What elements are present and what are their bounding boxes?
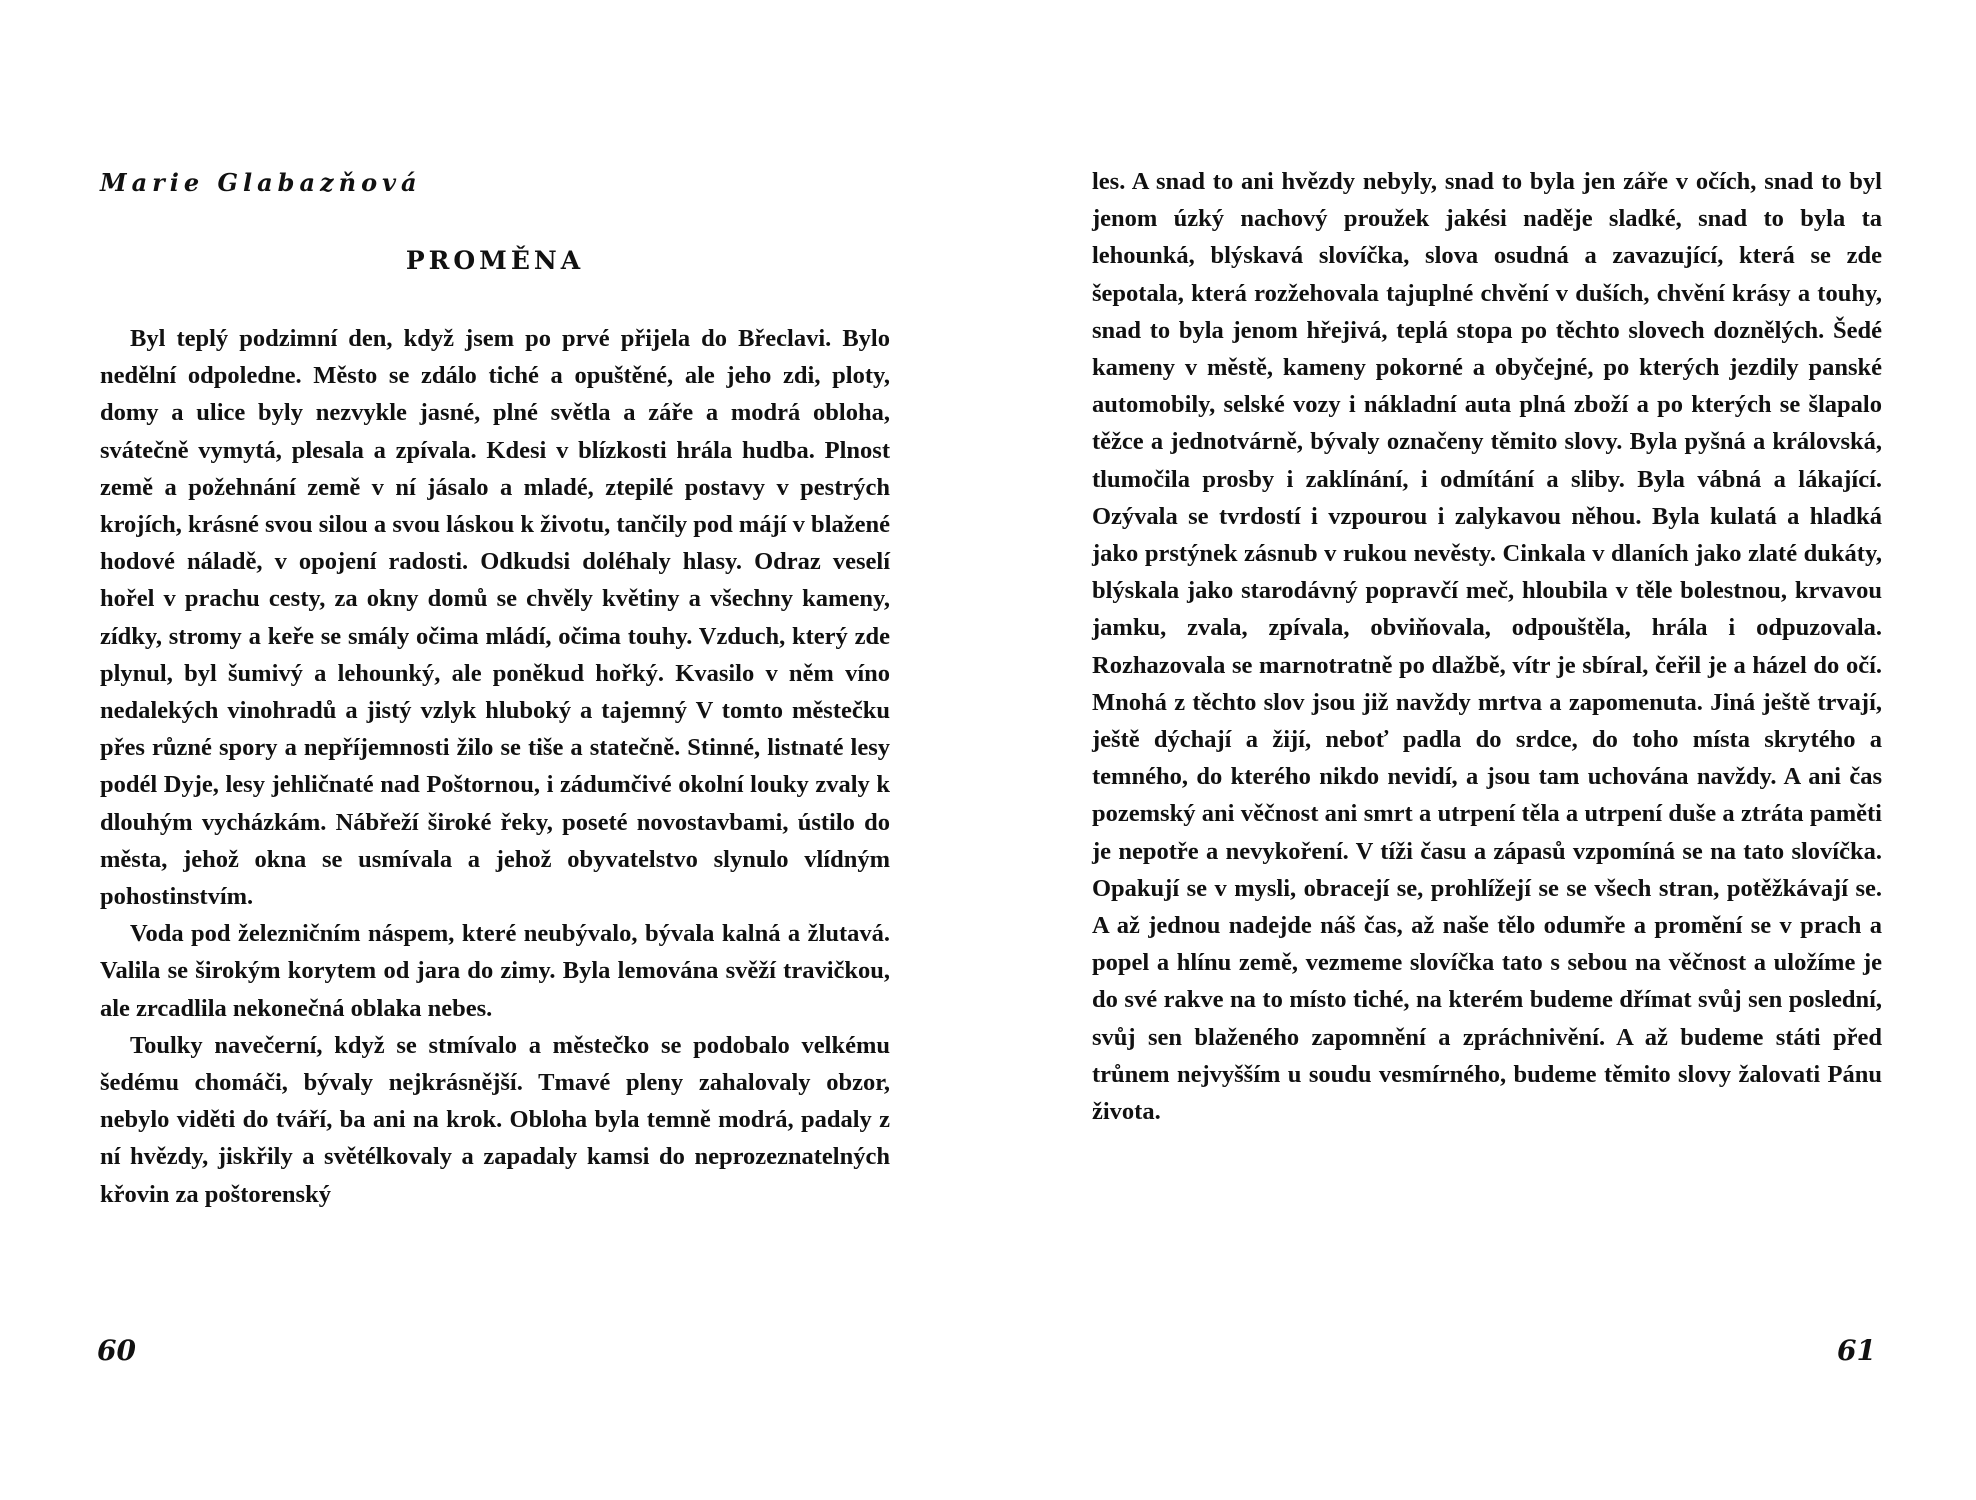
right-page-text <box>1092 163 1882 1130</box>
author-name: Marie Glabazňová <box>100 168 422 197</box>
paragraph: Voda pod železničním náspem, které neubývalo, bývala kalná a žlutavá. Valila se širokým korytem od jara do zimy. Byla lemována svěží travičkou, ale zrcadlila nekonečná oblaka nebes. <box>100 920 890 1022</box>
paragraph: les. A snad to ani hvězdy nebyly, snad to byla jen záře v očích, snad to byl jenom úzký nachový proužek jakési naděje sladké, snad to byla ta lehounká, blýskavá slovíčka, slova osudná a zavazující, která se zde šepotala, která rozžehovala tajuplné chvění v duších, chvění krásy a touhy, snad to byla jenom hřejivá, teplá stopa po těchto slovech doznělých. Šedé kameny v městě, kameny pokorné a obyčejné, po kterých jezdily panské automobily, selské vozy i nákladní auta plná zboží a po kterých se šlapalo těžce a jednotvárně, bývaly označeny těmito slovy. Byla pyšná a královská, tlumočila prosby i zaklínání, i odmítání a sliby. Byla vábná a lákající. Ozývala se tvrdostí i vzpourou i zalykavou něhou. Byla kulatá a hladká jako prstýnek zásnub v rukou nevěsty. Cinkala v dlaních jako zlaté dukáty, blýskala jako starodávný popravčí meč, hloubila v těle bolestnou, krvavou jamku, zvala, zpívala, obviňovala, odpouštěla, hrála i odpuzovala. Rozhazovala se marnotratně po dlažbě, vítr je sbíral, čeřil je a házel do očí. Mnohá z těchto slov jsou již navždy mrtva a zapomenuta. Jiná ještě trvají, ještě dýchají a žijí, neboť padla do srdce, do toho místa skrytého a temného, do kterého nikdo nevidí, a jsou tam uchována navždy. A ani čas pozemský ani věčnost ani smrt a utrpení těla a utrpení duše a ztráta paměti je nepotře a nevykoření. V tíži času a zápasů vzpomíná se na tato slovíčka. Opakují se v mysli, obracejí se, prohlížejí se se všech stran, potěžkávají se. A až jednou nadejde náš čas, až naše tělo odumře a promění se v prach a popel a hlínu země, vezmeme slovíčka tato s sebou na věčnost a uložíme je do své rakve na to místo tiché, na kterém budeme dřímat svůj sen poslední, svůj sen blaženého zapomnění a zpráchnivění. A až budeme státi před trůnem nejvyšším u soudu vesmírného, budeme těmito slovy žalovati Pánu života. <box>1092 168 1882 1126</box>
left-page-text <box>100 320 890 1213</box>
chapter-title: PROMĚNA <box>405 246 585 275</box>
page-number-right: 61 <box>1837 1334 1876 1367</box>
paragraph: Byl teplý podzimní den, když jsem po prvé přijela do Břeclavi. Bylo nedělní odpoledne. Město se zdálo tiché a opuštěné, ale jeho zdi, ploty, domy a ulice byly nezvykle jasné, plné světla a záře a modrá obloha, svátečně vymytá, plesala a zpívala. Kdesi v blízkosti hrála hudba. Plnost země a požehnání země v ní jásalo a mladé, ztepilé postavy v pestrých krojích, krásné svou silou a svou láskou k životu, tančily pod májí v blažené hodové náladě, v opojení radosti. Odkudsi doléhaly hlasy. Odraz veselí hořel v prachu cesty, za okny domů se chvěly květiny a všechny kameny, zídky, stromy a keře se smály očima mládí, očima touhy. Vzduch, který zde plynul, byl šumivý a lehounký, ale poněkud hořký. Kvasilo v něm víno nedalekých vinohradů a jistý vzlyk hluboký a tajemný V tomto městečku přes různé spory a nepříjemnosti žilo se tiše a statečně. Stinné, listnaté lesy podél Dyje, lesy jehličnaté nad Poštornou, i zádumčivé okolní louky zvaly k dlouhým vycházkám. Nábřeží široké řeky, poseté novostavbami, ústilo do města, jehož okna se usmívala a jehož obyvatelstvo slynulo vlídným pohostinstvím. <box>100 325 890 911</box>
page-number-left: 60 <box>97 1334 136 1367</box>
right-page <box>988 0 1976 1500</box>
paragraph: Toulky navečerní, když se stmívalo a městečko se podobalo velkému šedému chomáči, bývaly nejkrásnější. Tmavé pleny zahalovaly obzor, nebylo viděti do tváří, ba ani na krok. Obloha byla temně modrá, padaly z ní hvězdy, jiskřily a světélkovaly a zapadaly kamsi do neprozeznatelných křovin za poštorenský <box>100 1031 890 1208</box>
